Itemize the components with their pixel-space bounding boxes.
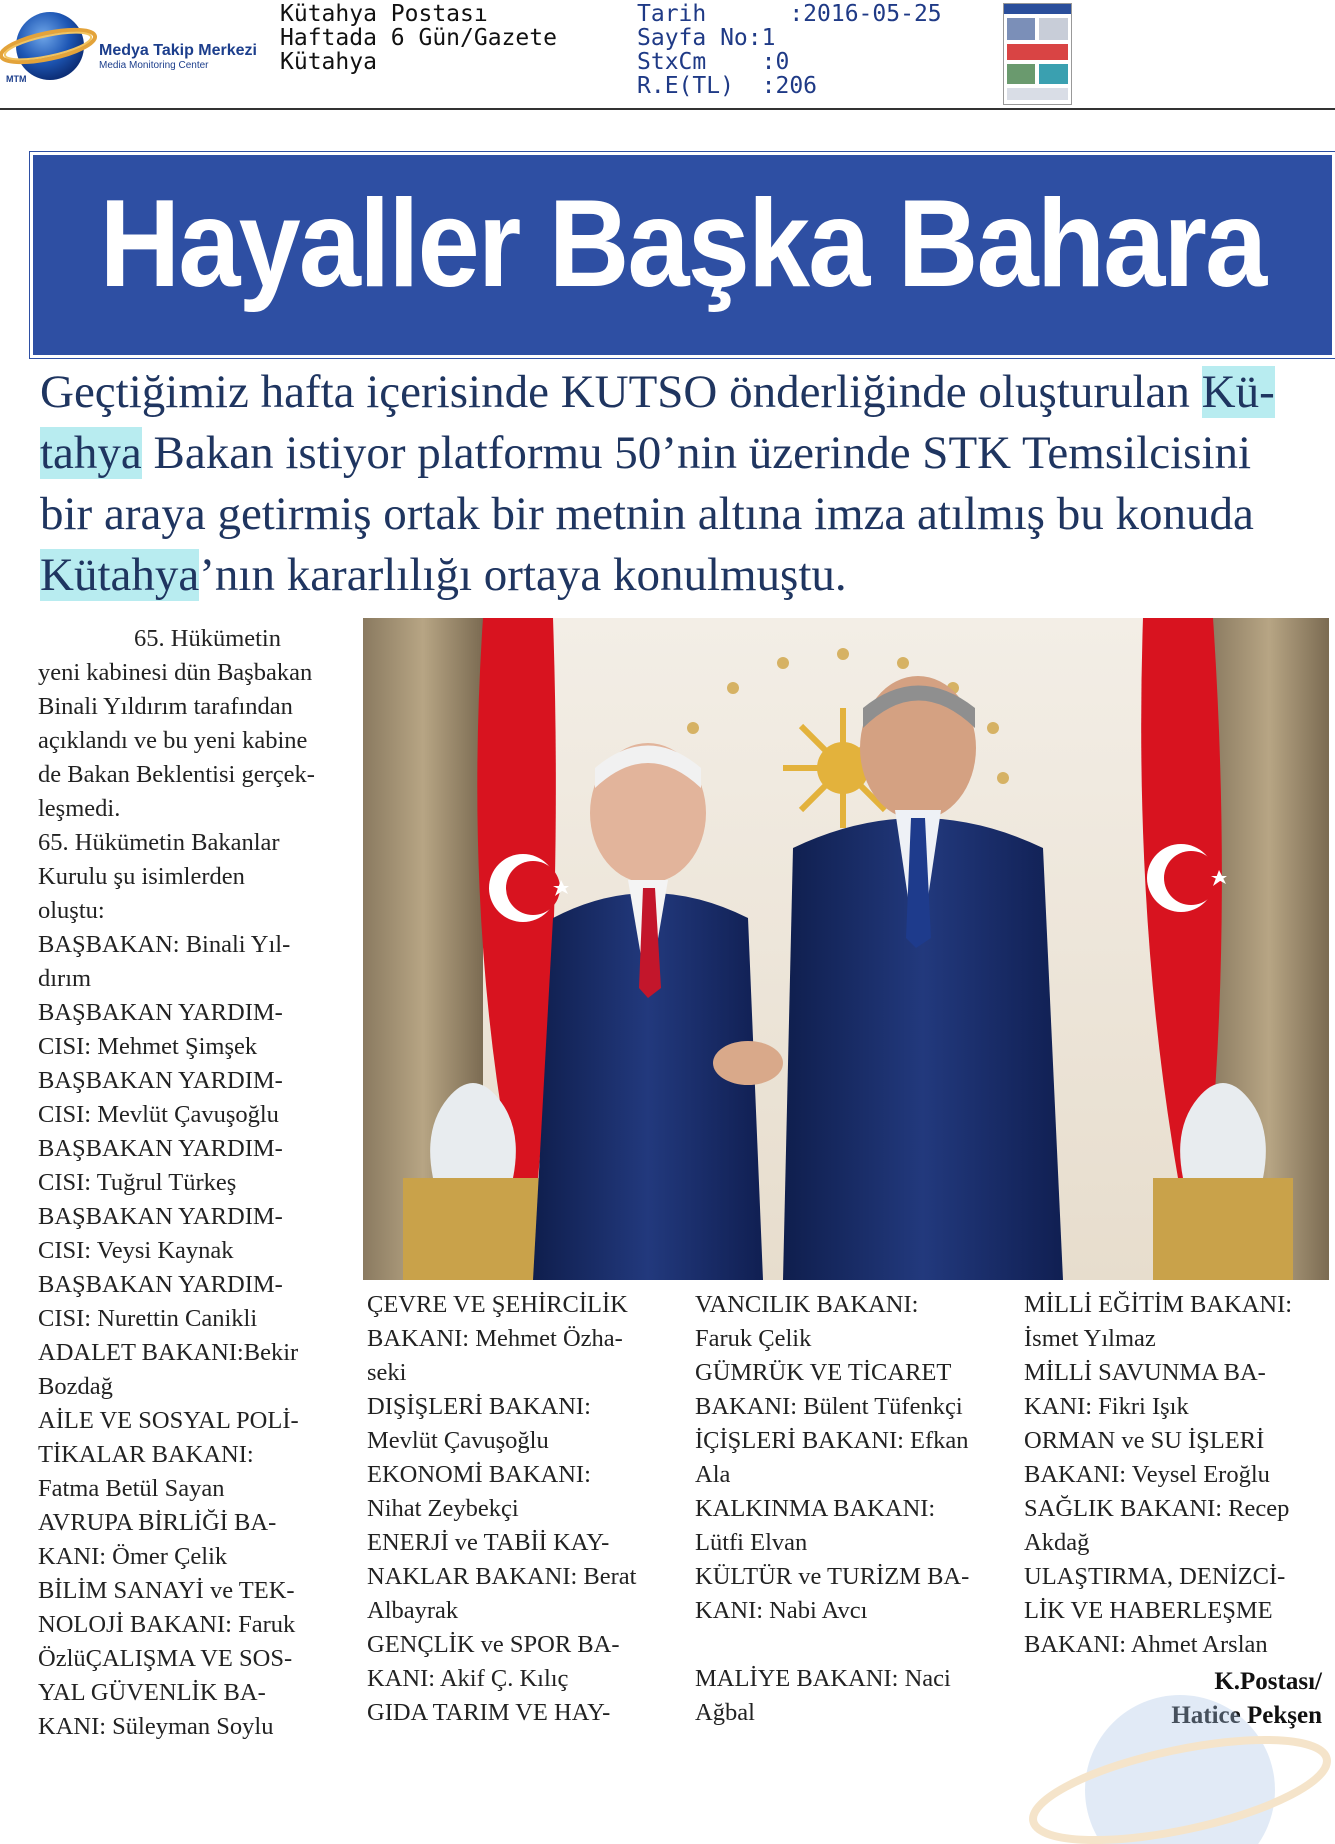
body-line: ULAŞTIRMA, DENİZCİ- bbox=[1024, 1563, 1286, 1590]
lead-part-3: ’nın kararlılığı ortaya konulmuştu. bbox=[199, 549, 847, 601]
lead-highlight-2: Kütahya bbox=[40, 549, 200, 601]
headline: Hayaller Başka Bahara bbox=[99, 175, 1266, 313]
meta-ad-value: R.E(TL) :206 bbox=[637, 73, 818, 99]
header-divider bbox=[0, 108, 1335, 110]
body-line bbox=[695, 1628, 1000, 1662]
body-line: BAŞBAKAN: Binali Yıl- bbox=[38, 931, 291, 958]
body-line: YAL GÜVENLİK BA- bbox=[38, 1679, 266, 1706]
publication-city: Kütahya bbox=[280, 49, 377, 75]
body-line: Ağbal bbox=[695, 1699, 755, 1726]
body-line: VANCILIK BAKANI: bbox=[695, 1291, 919, 1318]
body-line: ÇEVRE VE ŞEHİRCİLİK bbox=[367, 1291, 628, 1318]
body-line: Faruk Çelik bbox=[695, 1325, 812, 1352]
body-line: BAKANI: Bülent Tüfenkçi bbox=[695, 1393, 963, 1420]
body-line: BAKANI: Ahmet Arslan bbox=[1024, 1631, 1268, 1658]
body-line: EKONOMİ BAKANI: bbox=[367, 1461, 591, 1488]
body-line: ÖzlüÇALIŞMA VE SOS- bbox=[38, 1645, 293, 1672]
mtm-logo bbox=[0, 4, 280, 88]
body-line: NAKLAR BAKANI: Berat bbox=[367, 1563, 637, 1590]
body-column-3 bbox=[695, 1288, 1000, 1730]
body-line: Nihat Zeybekçi bbox=[367, 1495, 519, 1522]
body-line: Ala bbox=[695, 1461, 731, 1488]
body-line: LİK VE HABERLEŞME bbox=[1024, 1597, 1273, 1624]
body-line: Bozdağ bbox=[38, 1373, 113, 1400]
body-line: KANI: Süleyman Soylu bbox=[38, 1713, 274, 1740]
logo-title: Medya Takip Merkezi bbox=[99, 42, 257, 59]
body-line: CISI: Tuğrul Türkeş bbox=[38, 1169, 237, 1196]
body-line: KANI: Akif Ç. Kılıç bbox=[367, 1665, 569, 1692]
body-line: KANI: Nabi Avcı bbox=[695, 1597, 868, 1624]
body-line: AVRUPA BİRLİĞİ BA- bbox=[38, 1509, 277, 1536]
lead-highlight-1: Kü- tahya bbox=[40, 366, 1275, 479]
body-line: BİLİM SANAYİ ve TEK- bbox=[38, 1577, 295, 1604]
body-line: BAŞBAKAN YARDIM- bbox=[38, 999, 283, 1026]
news-photo-illustration bbox=[363, 618, 1329, 1280]
publication-frequency: Haftada 6 Gün/Gazete bbox=[280, 25, 557, 51]
body-line: DIŞİŞLERİ BAKANI: bbox=[367, 1393, 591, 1420]
body-line: CISI: Veysi Kaynak bbox=[38, 1237, 234, 1264]
body-line: SAĞLIK BAKANI: Recep bbox=[1024, 1495, 1290, 1522]
logo-subtitle: Media Monitoring Center bbox=[99, 60, 209, 71]
watermark-globe-icon bbox=[1020, 1680, 1335, 1844]
body-line: BAŞBAKAN YARDIM- bbox=[38, 1271, 283, 1298]
body-line: GENÇLİK ve SPOR BA- bbox=[367, 1631, 620, 1658]
body-line: MİLLİ SAVUNMA BA- bbox=[1024, 1359, 1266, 1386]
lead-paragraph bbox=[40, 362, 1310, 606]
body-line: AİLE VE SOSYAL POLİ- bbox=[38, 1407, 299, 1434]
body-line: Mevlüt Çavuşoğlu bbox=[367, 1427, 549, 1454]
body-line: BAŞBAKAN YARDIM- bbox=[38, 1067, 283, 1094]
meta-date: Tarih :2016-05-25 bbox=[637, 1, 942, 27]
body-line: GÜMRÜK VE TİCARET bbox=[695, 1359, 952, 1386]
body-line: BAKANI: Veysel Eroğlu bbox=[1024, 1461, 1270, 1488]
body-line: leşmedi. bbox=[38, 795, 121, 822]
byline-author: Hatice Pekşen bbox=[1171, 1702, 1322, 1729]
body-line: seki bbox=[367, 1359, 407, 1386]
body-line: BAŞBAKAN YARDIM- bbox=[38, 1203, 283, 1230]
body-line: Lütfi Elvan bbox=[695, 1529, 808, 1556]
body-line: GIDA TARIM VE HAY- bbox=[367, 1699, 611, 1726]
logo-abbr: MTM bbox=[6, 74, 27, 84]
body-line: dırım bbox=[38, 965, 92, 992]
body-line: CISI: Mehmet Şimşek bbox=[38, 1033, 258, 1060]
body-line: KANI: Fikri Işık bbox=[1024, 1393, 1189, 1420]
meta-stxcm: StxCm :0 bbox=[637, 49, 790, 75]
body-line: Kurulu şu isimlerden bbox=[38, 863, 245, 890]
body-line: Albayrak bbox=[367, 1597, 459, 1624]
meta-page: Sayfa No:1 bbox=[637, 25, 776, 51]
body-line: ENERJİ ve TABİİ KAY- bbox=[367, 1529, 610, 1556]
news-photo[interactable] bbox=[363, 618, 1329, 1280]
publication-name: Kütahya Postası bbox=[280, 1, 488, 27]
body-column-1 bbox=[38, 622, 338, 1744]
body-column-2 bbox=[367, 1288, 667, 1730]
body-line: BAŞBAKAN YARDIM- bbox=[38, 1135, 283, 1162]
body-line: BAKANI: Mehmet Özha- bbox=[367, 1325, 623, 1352]
lead-part-1: Geçtiğimiz hafta içerisinde KUTSO önderliğinde oluşturulan bbox=[40, 366, 1202, 418]
body-column-4 bbox=[1024, 1288, 1324, 1662]
body-line: de Bakan Beklentisi gerçek- bbox=[38, 761, 315, 788]
byline-source: K.Postası/ bbox=[1214, 1668, 1322, 1695]
publication-info bbox=[280, 2, 557, 74]
body-line: İsmet Yılmaz bbox=[1024, 1325, 1156, 1352]
body-line: CISI: Nurettin Canikli bbox=[38, 1305, 258, 1332]
body-line: KANI: Ömer Çelik bbox=[38, 1543, 228, 1570]
clip-meta bbox=[637, 2, 942, 98]
body-line: NOLOJİ BAKANI: Faruk bbox=[38, 1611, 296, 1638]
body-line: Akdağ bbox=[1024, 1529, 1090, 1556]
body-line: yeni kabinesi dün Başbakan bbox=[38, 659, 313, 686]
lead-part-2: Bakan istiyor platformu 50’nin üzerinde STK Temsilcisini bir araya getirmiş ortak bir metnin altına imza atılmış bu konuda bbox=[40, 427, 1254, 540]
body-line: CISI: Mevlüt Çavuşoğlu bbox=[38, 1101, 279, 1128]
headline-banner bbox=[30, 152, 1335, 358]
body-line: KALKINMA BAKANI: bbox=[695, 1495, 936, 1522]
body-line: ADALET BAKANI:Bekir bbox=[38, 1339, 299, 1366]
body-line: oluştu: bbox=[38, 897, 105, 924]
body-line: MİLLİ EĞİTİM BAKANI: bbox=[1024, 1291, 1293, 1318]
newspaper-thumbnail-icon[interactable] bbox=[1003, 3, 1072, 105]
body-line: Binali Yıldırım tarafından bbox=[38, 693, 293, 720]
body-line: açıklandı ve bu yeni kabine bbox=[38, 727, 308, 754]
monitoring-header bbox=[0, 0, 1335, 108]
body-line: MALİYE BAKANI: Naci bbox=[695, 1665, 951, 1692]
body-line: İÇİŞLERİ BAKANI: Efkan bbox=[695, 1427, 969, 1454]
body-line: TİKALAR BAKANI: bbox=[38, 1441, 254, 1468]
body-line: 65. Hükümetin bbox=[134, 625, 281, 652]
body-line: ORMAN ve SU İŞLERİ bbox=[1024, 1427, 1265, 1454]
body-line: KÜLTÜR ve TURİZM BA- bbox=[695, 1563, 970, 1590]
body-line: Fatma Betül Sayan bbox=[38, 1475, 225, 1502]
body-line: 65. Hükümetin Bakanlar bbox=[38, 829, 280, 856]
